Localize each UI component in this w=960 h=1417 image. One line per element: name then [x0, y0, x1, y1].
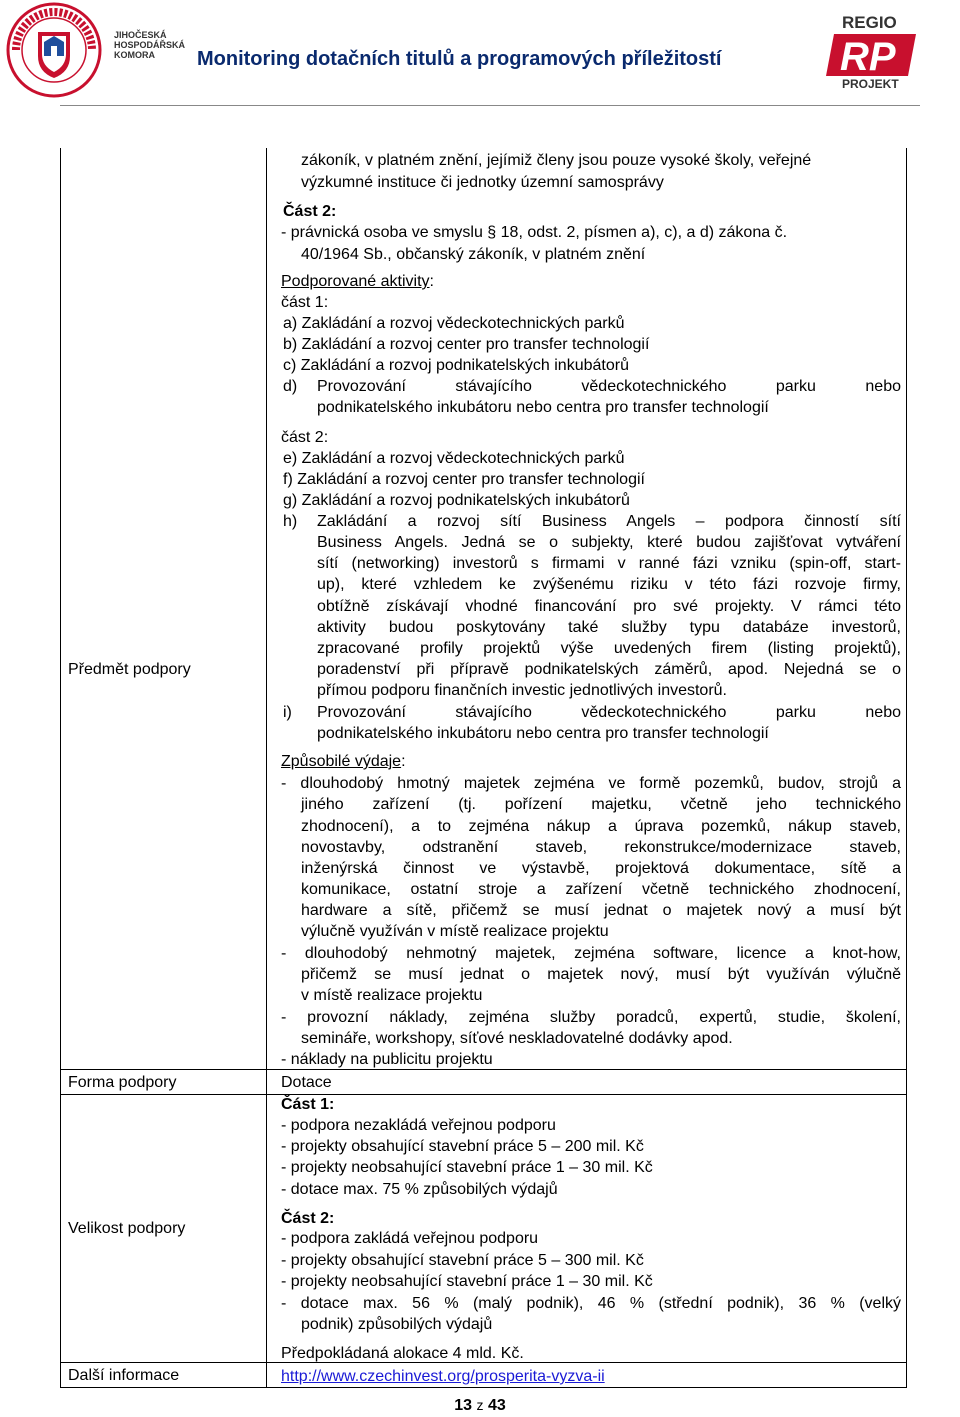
text-line: - projekty neobsahující stavební práce 1 – 30 mil. Kč [281, 1159, 653, 1176]
text-line: v místě realizace projektu [301, 987, 483, 1004]
list-item: a) Zakládání a rozvoj vědeckotechnických parků [283, 315, 625, 332]
text-line: - projekty obsahující stavební práce 5 – 300 mil. Kč [281, 1252, 644, 1269]
activities-heading [281, 272, 434, 292]
text-line: - projekty obsahující stavební práce 5 – 200 mil. Kč [281, 1138, 644, 1155]
chamber-logo-icon [4, 2, 114, 100]
text-line: - náklady na publicitu projektu [281, 1051, 493, 1068]
text-line: - provozní náklady, zejména služby poradců, expertů, studie, školení, [281, 1009, 901, 1026]
list-item: e) Zakládání a rozvoj vědeckotechnických parků [283, 450, 625, 467]
text-line: - dlouhodobý nehmotný majetek, zejména software, licence a knot-how, [281, 945, 901, 962]
text-line: - právnická osoba ve smyslu § 18, odst. 2, písmen a), c), a d) zákona č. [281, 224, 788, 241]
page-current: 13 [454, 1397, 473, 1414]
expenses-heading [281, 752, 406, 772]
text-line: 40/1964 Sb., občanský zákoník, v platném znění [301, 246, 646, 263]
page-title: Monitoring dotačních titulů a programových příležitostí [197, 48, 722, 70]
text-line: up), které vzhledem ke zvýšenému riziku v této fázi rozvoje firmy, [317, 576, 901, 593]
label-forma-podpory: Forma podpory [68, 1074, 177, 1091]
text-line: zpracované profily projektů výše uvedených firem (listing projektů), [317, 640, 901, 657]
text-line: komunikace, ostatní stroje a zařízení včetně technického zhodnocení, [301, 881, 901, 898]
expenses-heading-text: Způsobilé výdaje [281, 753, 402, 770]
text-line: jiného zařízení (tj. pořízení majetku, včetně jeho technického [301, 796, 901, 813]
svg-text:PROJEKT: PROJEKT [842, 77, 899, 90]
text-line: přímou podporu finančních investic jednotlivých investorů. [317, 682, 727, 699]
list-item: g) Zakládání a rozvoj podnikatelských inkubátorů [283, 492, 630, 509]
text-line: podnik) způsobilých výdajů [301, 1316, 493, 1333]
svg-text:RP: RP [840, 35, 896, 79]
text-line: výlučně využíván v místě realizace projektu [301, 923, 609, 940]
list-item: Provozování stávajícího vědeckotechnického parku nebo [317, 378, 901, 395]
text-line: část 1: [281, 294, 329, 311]
label-velikost-podpory: Velikost podpory [68, 1220, 186, 1237]
header-divider [60, 105, 920, 106]
list-item: Zakládání a rozvoj sítí Business Angels – podpora činností sítí [317, 513, 901, 530]
table-border-right [906, 148, 907, 1388]
text-line: zákoník, v platném znění, jejímiž členy jsou pouze vysoké školy, veřejné [301, 152, 812, 169]
czechinvest-link[interactable]: http://www.czechinvest.org/prosperita-vyzva-ii [281, 1368, 605, 1385]
table-row-divider [60, 1094, 907, 1095]
page-of: z [476, 1397, 484, 1413]
text-line: Dotace [281, 1074, 332, 1091]
section-heading: Část 2: [281, 1210, 335, 1227]
logo-text-line: JIHOČESKÁ [114, 30, 167, 40]
table-border-left [60, 148, 61, 1388]
text-line: část 2: [281, 429, 329, 446]
text-line: - podpora nezakládá veřejnou podporu [281, 1117, 556, 1134]
list-item-marker: i) [283, 704, 292, 721]
list-item: b) Zakládání a rozvoj center pro transfer technologií [283, 336, 650, 353]
text-line: obtížně získávají vhodné financování pro své projekty. V rámci této [317, 598, 901, 615]
logo-text-line: KOMORA [114, 50, 155, 60]
text-line: - dlouhodobý hmotný majetek zejména ve formě pozemků, budov, strojů a [281, 775, 901, 792]
text-line: přičemž se musí jednat o majetek nový, musí být využíván výlučně [301, 966, 901, 983]
text-line: Předpokládaná alokace 4 mld. Kč. [281, 1345, 524, 1362]
text-line: - podpora zakládá veřejnou podporu [281, 1230, 539, 1247]
text-line: hardware a sítě, přičemž se musí jednat o majetek nový a musí být [301, 902, 901, 919]
chamber-logo-text [114, 30, 185, 60]
colon: : [401, 753, 406, 770]
text-line: - dotace max. 75 % způsobilých výdajů [281, 1181, 558, 1198]
regio-projekt-logo-icon [820, 10, 920, 90]
table-border-bottom [60, 1387, 907, 1388]
text-line: inženýrská činnost ve výstavbě, projektová dokumentace, sítě a [301, 860, 901, 877]
text-line: - projekty neobsahující stavební práce 1 – 30 mil. Kč [281, 1273, 653, 1290]
text-line: poradenství při přípravě podnikatelských záměrů, apod. Nejedná se o [317, 661, 901, 678]
text-line: aktivity budou poskytovány také služby typu databáze investorů, [317, 619, 901, 636]
text-line: podnikatelského inkubátoru nebo centra pro transfer technologií [317, 725, 769, 742]
text-line: zhodnocení), a to zejména nákup a úprava pozemků, nákup staveb, [301, 818, 901, 835]
list-item-marker: d) [283, 378, 298, 395]
text-line: novostavby, odstranění staveb, rekonstrukce/modernizace staveb, [301, 839, 901, 856]
list-item: Provozování stávajícího vědeckotechnického parku nebo [317, 704, 901, 721]
info-table [60, 148, 907, 1388]
table-column-divider [266, 148, 267, 1388]
list-item-marker: h) [283, 513, 298, 530]
page-header [0, 0, 960, 108]
list-item: f) Zakládání a rozvoj center pro transfer technologií [283, 471, 645, 488]
text-line: - dotace max. 56 % (malý podnik), 46 % (střední podnik), 36 % (velký [281, 1295, 901, 1312]
text-line: semináře, workshopy, síťové neskladovatelné dodávky apod. [301, 1030, 733, 1047]
list-item: c) Zakládání a rozvoj podnikatelských inkubátorů [283, 357, 629, 374]
svg-text:REGIO: REGIO [842, 13, 897, 32]
activities-heading-text: Podporované aktivity [281, 273, 430, 290]
logo-text-line: HOSPODÁŘSKÁ [114, 40, 186, 50]
text-line: sítí (networking) investorů s firmami v ranné fázi vzniku (spin-off, start- [317, 555, 901, 572]
label-predmet-podpory: Předmět podpory [68, 661, 191, 678]
page-total: 43 [487, 1397, 506, 1414]
text-line: podnikatelského inkubátoru nebo centra pro transfer technologií [317, 399, 769, 416]
text-line: výzkumné instituce či jednotky územní samosprávy [301, 174, 664, 191]
label-dalsi-informace: Další informace [68, 1367, 180, 1384]
text-line: Business Angels. Jedná se o subjekty, které budou zajišťovat vytváření [317, 534, 901, 551]
section-heading: Část 2: [283, 203, 337, 220]
page-number [0, 1397, 960, 1415]
section-heading: Část 1: [281, 1096, 335, 1113]
colon: : [429, 273, 434, 290]
